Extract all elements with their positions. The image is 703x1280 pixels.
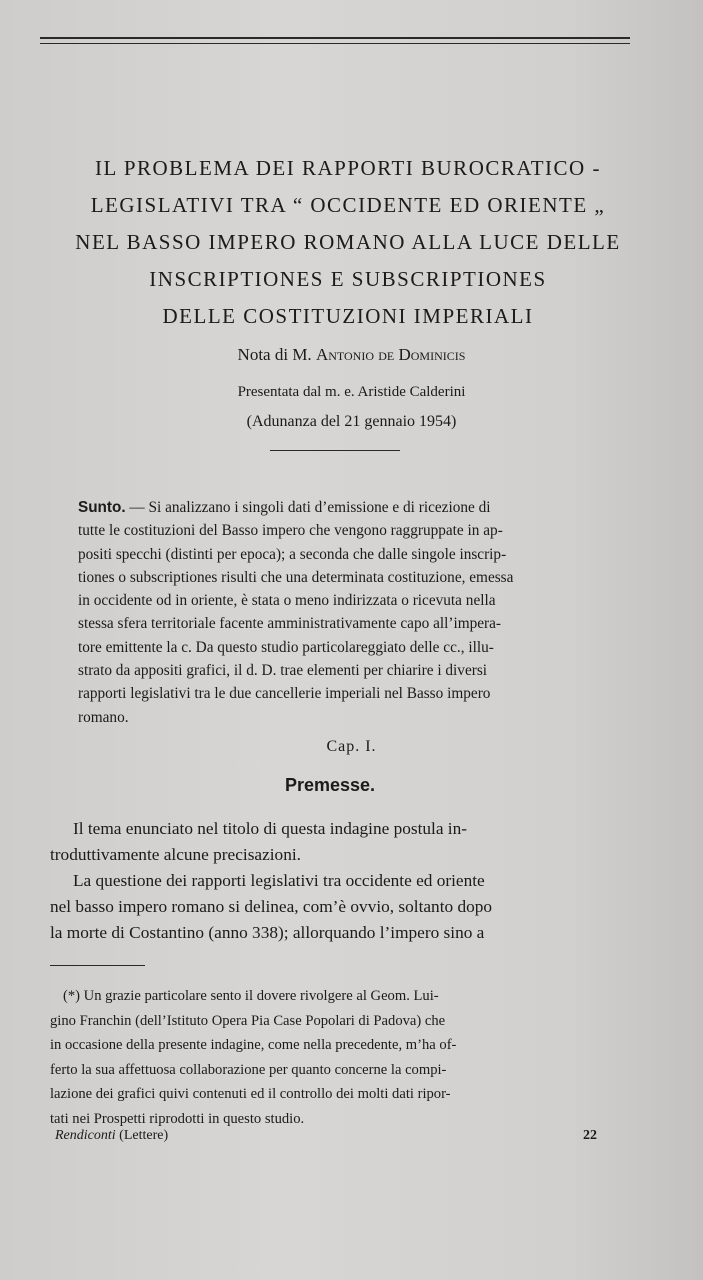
title-line: INSCRIPTIONES E SUBSCRIPTIONES (149, 267, 547, 291)
abstract-line: in occidente od in oriente, è stata o meno indirizzata o ricevuta nella (78, 592, 496, 610)
text-line: troduttivamente alcune precisazioni. (50, 845, 301, 864)
title-line: NEL BASSO IMPERO ROMANO ALLA LUCE DELLE (75, 230, 621, 254)
journal-section: (Lettere) (115, 1128, 169, 1143)
meeting-date: (Adunanza del 21 gennaio 1954) (246, 413, 457, 430)
footnote-line: in occasione della presente indagine, come nella precedente, m’ha of- (50, 1037, 457, 1054)
abstract-line: tore emittente la c. Da questo studio particolareggiato delle cc., illu- (78, 638, 494, 656)
footnote-line: tati nei Prospetti riprodotti in questo studio. (50, 1110, 305, 1127)
title-line: LEGISLATIVI TRA “ OCCIDENTE ED ORIENTE „ (90, 193, 606, 217)
page-number: 22 (583, 1128, 597, 1143)
running-footer (55, 1128, 168, 1144)
abstract-line: tutte le costituzioni del Basso impero che vengono raggruppate in ap- (78, 522, 503, 540)
top-rule (40, 37, 630, 39)
footnote-line: gino Franchin (dell’Istituto Opera Pia Case Popolari di Padova) che (50, 1012, 446, 1029)
footnote-line: (*) Un grazie particolare sento il dovere rivolgere al Geom. Lui- (63, 988, 439, 1004)
author-line (0, 345, 703, 365)
paragraph (50, 816, 632, 842)
abstract-label: Sunto. (78, 499, 126, 516)
top-rule-thin (40, 43, 630, 44)
abstract-line: positi specchi (distinti per epoca); a seconda che dalle singole inscrip- (78, 545, 507, 563)
chapter-number: Cap. I. (326, 738, 377, 755)
abstract-line: romano. (78, 708, 129, 726)
text-line: Il tema enunciato nel titolo di questa indagine postula in- (73, 819, 468, 838)
paragraph (50, 868, 632, 894)
footnote-line: ferto la sua affettuosa collaborazione per quanto concerne la compi- (50, 1061, 447, 1078)
abstract-line: stessa sfera territoriale facente amministrativamente capo all’impera- (78, 615, 502, 633)
text-line: la morte di Costantino (anno 338); allorquando l’impero sino a (50, 923, 485, 942)
author-prefix: Nota di M. (237, 345, 316, 364)
body-text (50, 816, 632, 946)
article-title (28, 150, 668, 335)
abstract-line: — Si analizzano i singoli dati d’emissione e di ricezione di (125, 499, 491, 516)
abstract-line: tiones o subscriptiones risulti che una determinata costituzione, emessa (78, 568, 514, 586)
title-line: IL PROBLEMA DEI RAPPORTI BUROCRATICO - (95, 156, 601, 180)
abstract (78, 496, 630, 729)
presented-by: Presentata dal m. e. Aristide Calderini (237, 384, 466, 400)
chapter-title: Premesse. (284, 775, 376, 795)
footnote-line: lazione dei grafici quivi contenuti ed il controllo dei molti dati ripor- (50, 1086, 451, 1103)
title-line: DELLE COSTITUZIONI IMPERIALI (162, 304, 534, 328)
abstract-line: strato da appositi grafici, il d. D. trae elementi per chiarire i diversi (78, 662, 488, 680)
abstract-line: rapporti legislativi tra le due cancellerie imperiali nel Basso impero (78, 685, 491, 703)
separator-rule (270, 450, 400, 451)
author-name: Antonio de Dominicis (315, 345, 466, 364)
footnote-rule (50, 965, 145, 966)
footnote (50, 984, 632, 1132)
text-line: nel basso impero romano si delinea, com’è ovvio, soltanto dopo (50, 897, 493, 916)
journal-name: Rendiconti (55, 1128, 116, 1143)
text-line: La questione dei rapporti legislativi tra occidente ed oriente (73, 871, 485, 890)
